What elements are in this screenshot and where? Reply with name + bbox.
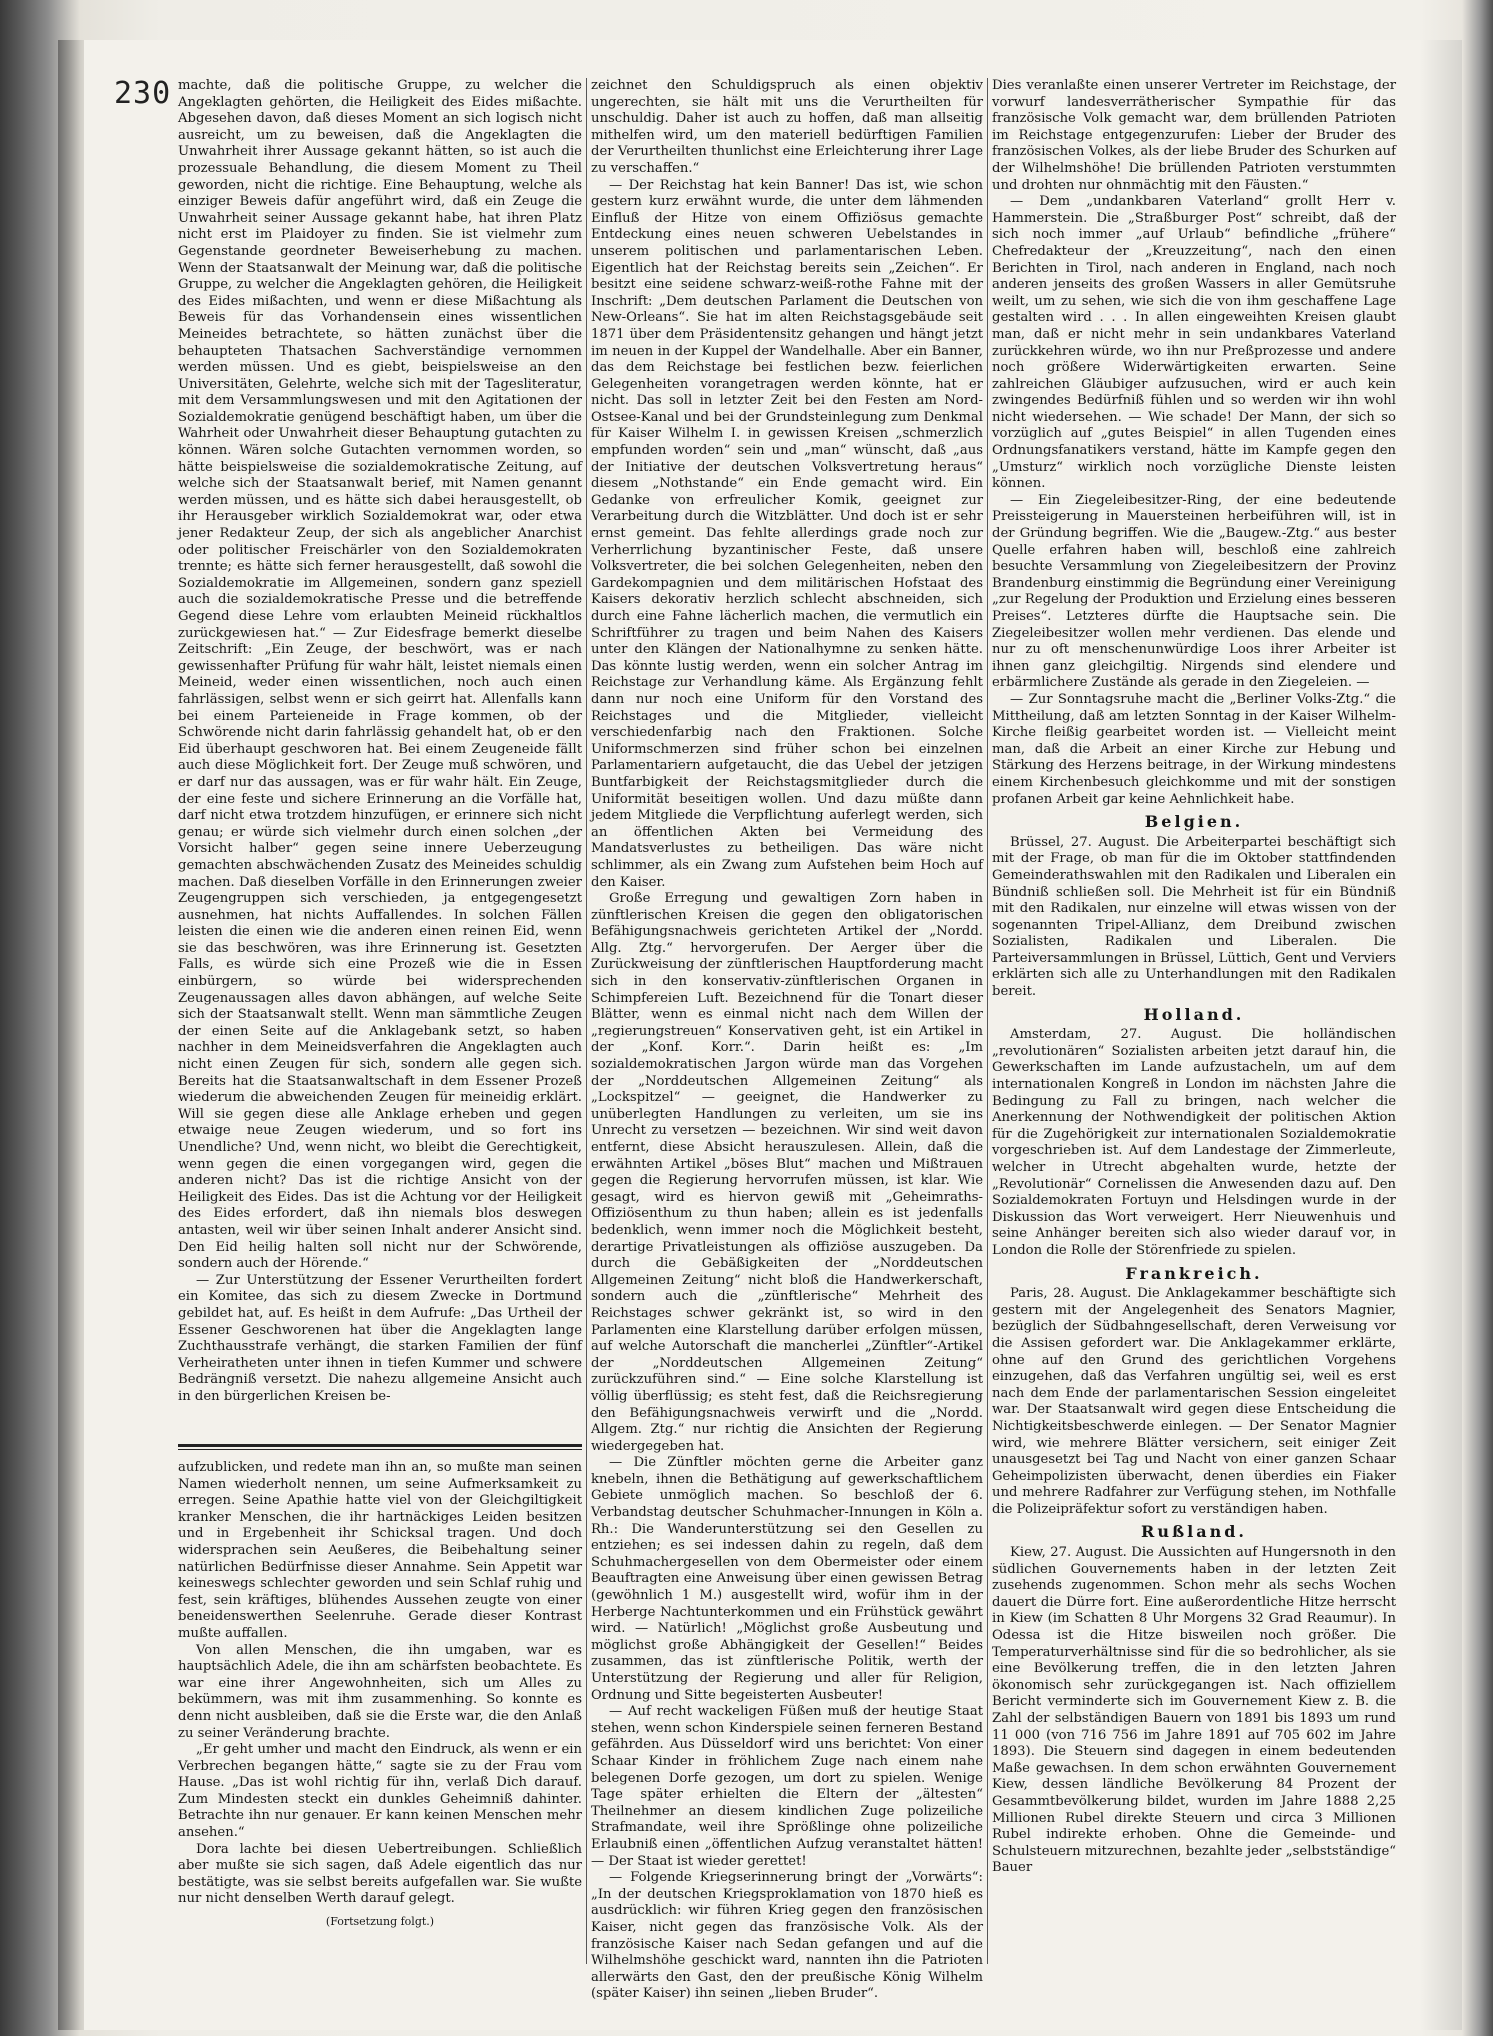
article-paragraph: Amsterdam, 27. August. Die holländischen „revolutionären“ Sozialisten arbeiten jetzt darauf hin, die Gewerkschaften im Lande aufzustacheln, um auf dem internationalen Kongreß in London im nächsten Jahre die Bedingung zu Fall zu bringen, nach welcher die Anerkennung der Nothwendigkeit der politischen Aktion für die Zugehörigkeit zur internationalen Sozialdemokratie vorgeschrieben ist. Auf dem Landestage der Zimmerleute, welcher in Utrecht abgehalten wurde, hetzte der „Revolutionär“ Cornelissen die Anwesenden dazu auf. Den Sozialdemokraten Fortuyn und Helsdingen wurde in der Diskussion das Wort verweigert. Herr Nieuwenhuis und seine Anhänger bereiten sich also wieder darauf vor, in London die Rolle der Störenfriede zu spielen.	[992, 1027, 1396, 1258]
section-heading-belgien: Belgien.	[1144, 812, 1244, 832]
column-3	[992, 78, 1396, 1970]
article-paragraph: — Zur Unterstützung der Essener Verurtheilten fordert ein Komitee, das sich zu diesem Zwecke in Dortmund gebildet hat, auf. Es heißt in dem Aufrufe: „Das Urtheil der Essener Geschworenen hat über die Angeklagten lange Zuchthausstrafe verhängt, die starken Familien der fünf Verheiratheten unter ihnen in tiefen Kummer und schwere Bedrängniß versetzt. Die nahezu allgemeine Ansicht auch in den bürgerlichen Kreisen be-	[178, 1272, 582, 1404]
article-paragraph: — Ein Ziegeleibesitzer-Ring, der eine bedeutende Preissteigerung in Mauersteinen herbeiführen will, ist in der Gründung begriffen. Wie die „Baugew.-Ztg.“ aus bester Quelle erfahren haben will, beschloß eine zahlreich besuchte Versammlung von Ziegeleibesitzern der Provinz Brandenburg einstimmig die Begründung einer Vereinigung „zur Regelung der Produktion und Erzielung eines besseren Preises“. Letzteres dürfte die Hauptsache sein. Die Ziegeleibesitzer wollen mehr verdienen. Das elende und nur zu oft menschenunwürdige Loos ihrer Arbeiter ist ihnen ganz gleichgiltig. Nirgends sind elendere und erbärmlichere Zustände als gerade in den Ziegeleien. —	[992, 492, 1396, 691]
section-heading-holland: Holland.	[1143, 1004, 1245, 1024]
novel-paragraph: Von allen Menschen, die ihn umgaben, war es hauptsächlich Adele, die ihn am schärfsten beobachtete. Es war eine ihrer Angewohnheiten, sich um Alles zu bekümmern, was mit ihm zusammenhing. So konnte es denn nicht ausbleiben, daß sie die Erste war, die den Anlaß zu seiner Veränderung brachte.	[178, 1642, 582, 1741]
book-binding	[58, 40, 84, 2030]
article-paragraph: Dies veranlaßte einen unserer Vertreter im Reichstage, der vorwurf landesverrätherischer Sympathie für das französische Volk gemacht war, dem brüllenden Patrioten im Reichstage entgegenzurufen: Lieber der Bruder des französischen Volkes, als der liebe Bruder des Schurken auf der Wilhelmshöhe! Die brüllenden Patrioten verstummten und drohten nur ohnmächtig mit den Fäusten.“	[992, 78, 1396, 193]
section-heading-frankreich: Frankreich.	[1125, 1263, 1263, 1283]
feuilleton-section	[178, 1460, 582, 1956]
news-section	[178, 78, 582, 1438]
continued-note: (Fortsetzung folgt.)	[325, 1915, 435, 1929]
column-1	[178, 78, 582, 1956]
article-paragraph: Kiew, 27. August. Die Aussichten auf Hungersnoth in den südlichen Gouvernements haben in der letzten Zeit zusehends zugenommen. Schon mehr als sechs Wochen dauert die Dürre fort. Eine außerordentliche Hitze herrscht in Kiew (im Schatten 8 Uhr Morgens 32 Grad Reaumur). In Odessa ist die Hitze bisweilen noch größer. Die Temperaturverhältnisse sind für die so bedrohlicher, als sie eine Bevölkerung treffen, die in den letzten Jahren ökonomisch sehr zurückgegangen ist. Nach offiziellem Bericht verminderte sich im Gouvernement Kiew z. B. die Zahl der selbständigen Bauern von 1891 bis 1893 um rund 11 000 (von 716 756 im Jahre 1891 auf 705 602 im Jahre 1893). Die Steuern sind dagegen in einem bedeutenden Maße gewachsen. In dem schon erwähnten Gouvernement Kiew, dessen ländliche Bevölkerung 84 Prozent der Gesammtbevölkerung bildet, wurden im Jahre 1888 2,25 Millionen Rubel direkte Steuern und circa 3 Millionen Rubel indirekte erhoben. Ohne die Gemeinde- und Schulsteuern mitzurechnen, bezahlte jeder „selbstständige“ Bauer	[992, 1545, 1396, 1876]
column-rule-left	[586, 78, 587, 1964]
article-paragraph: Brüssel, 27. August. Die Arbeiterpartei beschäftigt sich mit der Frage, ob man für die im Oktober stattfindenden Gemeinderathswahlen mit den Radikalen und Liberalen ein Bündniß schließen soll. Die Mehrheit ist für ein Bündniß mit den Radikalen, nur einzelne will etwas wissen von der sogenannten Tripel-Allianz, dem Dreibund zwischen Sozialisten, Radikalen und Liberalen. Die Parteiversammlungen in Brüssel, Lüttich, Gent und Verviers erklärten sich alle zu Unterhandlungen mit den Radikalen bereit.	[992, 834, 1396, 1000]
article-paragraph: — Der Reichstag hat kein Banner! Das ist, wie schon gestern kurz erwähnt wurde, die unter dem lähmenden Einfluß der Hitze von einem Offiziösus gemachte Entdeckung eines neuen schweren Uebelstandes in unserem politischen und parlamentarischen Leben. Eigentlich hat der Reichstag bereits sein „Zeichen“. Er besitzt eine seidene schwarz-weiß-rothe Fahne mit der Inschrift: „Dem deutschen Parlament die Deutschen von New-Orleans“. Sie hat im alten Reichstagsgebäude seit 1871 über dem Präsidentensitz gehangen und hängt jetzt im neuen in der Kuppel der Wandelhalle. Aber ein Banner, das dem Reichstage bei festlichen bezw. feierlichen Gelegenheiten vorangetragen werden könnte, hat er nicht. Das soll in letzter Zeit bei den Festen am Nord-Ostsee-Kanal und bei der Grundsteinlegung zum Denkmal für Kaiser Wilhelm I. in gewissen Kreisen „schmerzlich empfunden worden“ sein und „man“ wünscht, daß „aus der Initiative der deutschen Volksvertretung heraus“ diesem „Nothstande“ ein Ende gemacht wird. Ein Gedanke von erfreulicher Komik, geeignet zur Verarbeitung durch die Witzblätter. Und doch ist er sehr ernst gemeint. Das fehlte allerdings grade noch zur Verherrlichung byzantinischer Feste, daß unsere Volksvertreter, die bei solchen Gelegenheiten, neben den Gardekompagnien und dem militärischen Hofstaat des Kaisers dekorativ herzlich schlecht abschneiden, sich durch eine Fahne lächerlich machen, die vermutlich ein Schriftführer zu tragen und beim Nahen des Kaisers unter den Klängen der Nationalhymne zu senken hätte. Das könnte lustig werden, wenn ein solcher Antrag im Reichstage zur Verhandlung käme. Als Ergänzung fehlt dann nur noch eine Uniform für den Vorstand des Reichstages und die Mitglieder, vielleicht verschiedenfarbig nach den Fraktionen. Solche Uniformschmerzen sind früher schon bei einzelnen Parlamentariern aufgetaucht, die das Uebel der jetzigen Buntfarbigkeit der Reichstagsmitglieder durch die Uniformität beseitigen wollen. Und dazu müßte dann jedem Mitgliede die Verpflichtung auferlegt werden, sich an öffentlichen Akten bei Vermeidung des Mandatsverlustes zu betheiligen. Das wäre nicht schlimmer, als ein Zwang zum Aufstehen beim Hoch auf den Kaiser.	[591, 177, 983, 890]
article-paragraph: — Auf recht wackeligen Füßen muß der heutige Staat stehen, wenn schon Kinderspiele seinen ferneren Bestand gefährden. Aus Düsseldorf wird uns berichtet: Von einer Schaar Kinder in fröhlichem Zuge nach einem nahe belegenen Dorfe gezogen, um dort zu spielen. Wenige Tage später erhielten die Eltern der „ältesten“ Theilnehmer an diesem kindlichen Zuge polizeiliche Strafmandate, weil ihre Sprößlinge ohne polizeiliche Erlaubniß einen „öffentlichen Aufzug veranstaltet hätten! — Der Staat ist wieder gerettet!	[591, 1704, 983, 1869]
article-paragraph: — Zur Sonntagsruhe macht die „Berliner Volks-Ztg.“ die Mittheilung, daß am letzten Sonntag in der Kaiser Wilhelm-Kirche fleißig gearbeitet worden ist. — Vielleicht meint man, daß die Arbeit an einer Kirche zur Hebung und Stärkung des Herzens beitrage, in der Wirkung mindestens einem Kirchenbesuch gleichkomme und mit der sonstigen profanen Arbeit gar keine Aehnlichkeit habe.	[992, 691, 1396, 807]
article-paragraph: zeichnet den Schuldigspruch als einen objektiv ungerechten, sie hält mit uns die Verurtheilten für unschuldig. Daher ist auch zu hoffen, daß man allseitig mithelfen wird, um den materiell bedürftigen Familien der Verurtheilten thunlichst eine Erleichterung ihrer Lage zu verschaffen.“	[591, 78, 983, 176]
feuilleton-divider	[178, 1444, 582, 1450]
page-edge-shadow	[1420, 40, 1462, 2030]
article-paragraph: Große Erregung und gewaltigen Zorn haben in zünftlerischen Kreisen die gegen den obligatorischen Befähigungsnachweis gerichteten Artikel der „Nordd. Allg. Ztg.“ hervorgerufen. Der Aerger über die Zurückweisung der zünftlerischen Hauptforderung macht sich in den konservativ-zünftlerischen Organen in Schimpfereien Luft. Bezeichnend für die Tonart dieser Blätter, wenn es einmal nicht nach dem Willen der „regierungstreuen“ Konservativen geht, ist ein Artikel in der „Konf. Korr.“. Darin heißt es: „Im sozialdemokratischen Jargon würde man das Vorgehen der „Norddeutschen Allgemeinen Zeitung“ als „Lockspitzel“ — geeignet, die Handwerker zu unüberlegten Handlungen zu verleiten, um sie ins Unrecht zu versetzen — bezeichnen. Wir sind weit davon entfernt, diese Absicht herauszulesen. Allein, daß die erwähnten Artikel „böses Blut“ machen und Mißtrauen gegen die Regierung hervorrufen müssen, ist klar. Wie gesagt, wird es hiervon gewiß mit „Geheimraths-Offiziösenthum zu thun haben; allein es ist jedenfalls bedenklich, wenn immer noch die Möglichkeit besteht, derartige Privatleistungen als offiziöse auszugeben. Da durch die Gebäßigkeiten der „Norddeutschen Allgemeinen Zeitung“ nicht bloß die Handwerkerschaft, sondern auch die „zünftlerische“ Mehrheit des Reichstages schwer gekränkt ist, so wird in den Parlamenten eine Klarstellung darüber erfolgen müssen, auf welche Autorschaft die mancherlei „Zünftler“-Artikel der „Norddeutschen Allgemeinen Zeitung“ zurückzuführen sind.“ — Eine solche Klarstellung ist völlig überflüssig; es steht fest, daß die Reichsregierung den Befähigungsnachweis verwirft und die „Nordd. Allgem. Ztg.“ nur richtig die Ansichten der Regierung wiedergegeben hat.	[591, 891, 983, 1454]
article-paragraph: — Die Zünftler möchten gerne die Arbeiter ganz knebeln, ihnen die Bethätigung auf gewerkschaftlichem Gebiete unmöglich machen. So beschloß der 6. Verbandstag deutscher Schuhmacher-Innungen in Köln a. Rh.: Die Wanderunterstützung sei den Gesellen zu entziehen; es sei indessen dahin zu regeln, daß dem Schuhmachergesellen von dem Obermeister oder einem Beauftragten eine Anweisung über einen gewissen Betrag (gewöhnlich 1 M.) ausgestellt wird, wofür ihm in der Herberge Nachtunterkommen und ein Frühstück gewährt wird. — Natürlich! „Möglichst große Ausbeutung und möglichst große Abhängigkeit der Gesellen!“ Beides zusammen, das ist zünftlerische Politik, werth der Unterstützung der Regierung und aller für Religion, Ordnung und Sitte begeisterten Ausbeuter!	[591, 1455, 983, 1703]
novel-paragraph: Dora lachte bei diesen Uebertreibungen. Schließlich aber mußte sie sich sagen, daß Adele eigentlich das nur bestätigte, was sie selbst bereits aufgefallen war. Sie wußte nur nicht denselben Werth darauf gelegt.	[178, 1841, 582, 1907]
novel-paragraph: „Er geht umher und macht den Eindruck, als wenn er ein Verbrechen begangen hätte,“ sagte sie zu der Frau vom Hause. „Das ist wohl richtig für ihn, verlaß Dich darauf. Zum Mindesten steckt ein dunkles Geheimniß dahinter. Betrachte ihn nur genauer. Er kann keinen Menschen mehr ansehen.“	[178, 1742, 582, 1841]
novel-paragraph: aufzublicken, und redete man ihn an, so mußte man seinen Namen wiederholt nennen, um seine Aufmerksamkeit zu erregen. Seine Apathie hatte viel von der Gleichgiltigkeit kranker Menschen, die ihr hartnäckiges Leiden besitzen und in Ergebenheit ihr Schicksal tragen. Und doch widersprachen sein Aeußeres, die Beibehaltung seiner natürlichen Bedürfnisse dieser Annahme. Sein Appetit war keineswegs schlechter geworden und sein Schlaf ruhig und fest, sein kräftiges, blühendes Aussehen zeugte von einer beneidenswerthen Seelenruhe. Gerade dieser Kontrast mußte auffallen.	[178, 1460, 582, 1641]
article-paragraph: — Dem „undankbaren Vaterland“ grollt Herr v. Hammerstein. Die „Straßburger Post“ schreibt, daß der sich noch immer „auf Urlaub“ befindliche „frühere“ Chefredakteur der „Kreuzzeitung“, nach den einen Berichten in Tirol, nach anderen in England, nach noch anderen jenseits des großen Wassers in aller Gemütsruhe weilt, um zu sehen, wie sich die von ihm geschaffene Lage gestalten wird . . . In allen eingeweihten Kreisen glaubt man, daß er nicht mehr in sein undankbares Vaterland zurückkehren würde, wo ihn nur Preßprozesse und andere noch größere Widerwärtigkeiten erwarten. Seine zahlreichen Gläubiger aufzusuchen, wird er auch kein zwingendes Bedürfniß fühlen und so werden wir ihn wohl nicht wiedersehen. — Wie schade! Der Mann, der sich so vorzüglich auf „gutes Beispiel“ in allen Tugenden eines Ordnungsfanatikers verstand, hätte im Kampfe gegen den „Umsturz“ wirklich noch vorzügliche Dienste leisten können.	[992, 194, 1396, 492]
article-paragraph: Paris, 28. August. Die Anklagekammer beschäftigte sich gestern mit der Angelegenheit des Senators Magnier, bezüglich der Südbahngesellschaft, deren Verweisung vor die Assisen gefordert war. Die Anklagekammer erklärte, ohne auf den Grund des gerichtlichen Vorgehens einzugehen, daß das Verfahren ungültig sei, weil es erst nach dem Ende der parlamentarischen Session eingeleitet war. Der Staatsanwalt wird gegen diese Entscheidung die Nichtigkeitsbeschwerde einlegen. — Der Senator Magnier wird, wie mehrere Blätter versichern, seit einiger Zeit unausgesetzt bei Tag und Nacht von einer ganzen Schaar Geheimpolizisten überwacht, denen überdies ein Fiaker und mehrere Radfahrer zur Verfügung stehen, im Nothfalle die Polizeipräfektur sofort zu verständigen haben.	[992, 1286, 1396, 1517]
column-rule-right	[987, 78, 988, 1964]
page-number: 230	[114, 76, 172, 111]
article-paragraph: — Folgende Kriegserinnerung bringt der „Vorwärts“: „In der deutschen Kriegsproklamation von 1870 hieß es ausdrücklich: wir führen Krieg gegen den französischen Kaiser, nicht gegen das französische Volk. Als der französische Kaiser nach Sedan gefangen und auf die Wilhelmshöhe geschickt ward, nannten ihn die Patrioten allerwärts den Gast, den der preußische König Wilhelm (später Kaiser) ihn seinen „lieben Bruder“.	[591, 1870, 983, 2002]
section-heading-russland: Rußland.	[1141, 1522, 1247, 1542]
column-2	[591, 78, 983, 2002]
article-paragraph: machte, daß die politische Gruppe, zu welcher die Angeklagten gehörten, die Heiligkeit des Eides mißachte. Abgesehen davon, daß dieses Moment an sich logisch nicht ausreicht, um zu beweisen, daß die Angeklagten die Unwahrheit ihrer Aussage gekannt hätten, so ist auch die prozessuale Behandlung, die diesem Moment zu Theil geworden, nicht die richtige. Eine Behauptung, welche als einziger Beweis dafür angeführt wird, daß ein Zeuge die Unwahrheit seiner Aussage gekannt habe, hat ihren Platz nicht erst im Plaidoyer zu finden. Sie ist vielmehr zum Gegenstande geordneter Beweiserhebung zu machen. Wenn der Staatsanwalt der Meinung war, daß die politische Gruppe, zu welcher die Angeklagten gehören, die Heiligkeit des Eides mißachten, und wenn er diese Mißachtung als Beweis für das Vorhandensein eines wissentlichen Meineides betrachtete, so hätten zunächst über die behaupteten Thatsachen Sachverständige vernommen werden müssen. Und es giebt, beispielsweise an den Universitäten, Gelehrte, welche sich mit der Tagesliteratur, mit dem Versammlungswesen und mit den Agitationen der Sozialdemokratie genügend beschäftigt haben, um über die Wahrheit oder Unwahrheit dieser Behauptung gutachten zu können. Wären solche Gutachten vernommen worden, so hätte beispielsweise die sozialdemokratische Zeitung, auf welche sich der Staatsanwalt berief, mit Namen genannt werden müssen, und es hätte sich dabei herausgestellt, ob ihr Herausgeber wirklich Sozialdemokrat war, oder etwa jener Redakteur Zeup, der sich als angeblicher Anarchist oder politischer Freischärler von den Sozialdemokraten trennte; es hätte sich ferner herausgestellt, daß sowohl die Sozialdemokratie im Allgemeinen, sondern ganz speziell auch die sozialdemokratische Presse und die betreffende Gegend diese Lehre vom erlaubten Meineid rückhaltlos zurückgewiesen hat.“ — Zur Eidesfrage bemerkt dieselbe Zeitschrift: „Ein Zeuge, der beschwört, was er nach gewissenhafter Prüfung für wahr hält, leistet niemals einen Meineid, weder einen wissentlichen, noch auch einen fahrlässigen, selbst wenn er sich geirrt hat. Allenfalls kann bei einem Parteieneide in Frage kommen, ob der Schwörende nicht darin fahrlässig gehandelt hat, ob er den Eid überhaupt geschworen hat. Bei einem Zeugeneide fällt auch diese Möglichkeit fort. Der Zeuge muß schwören, und er darf nur das aussagen, was er für wahr hält. Ein Zeuge, der eine feste und sichere Erinnerung an die Vorfälle hat, darf nicht etwa trotzdem hinzufügen, er erinnere sich nicht genau; er würde sich vielmehr durch einen solchen „der Vorsicht halber“ gegen seine innere Ueberzeugung gemachten abschwächenden Zusatz des Meineides schuldig machen. Daß dieselben Vorfälle in den Erinnerungen zweier Zeugengruppen sich verschieden, ja entgegengesetzt ausnehmen, hat nichts Auffallendes. In solchen Fällen leisten die einen wie die anderen einen reinen Eid, wenn sie das beschwören, was ihre Erinnerung ist. Gesetzten Falls, es würde sich eine Prozeß wie die in Essen einbürgern, so würde bei widersprechenden Zeugenaussagen alles davon abhängen, auf welche Seite sich der Staatsanwalt stellt. Wenn man sämmtliche Zeugen der einen Seite auf die Anklagebank setzt, so haben nachher in dem Meineidsverfahren die Angeklagten auch nicht einen Zeugen für sich, sondern alle gegen sich. Bereits hat die Staatsanwaltschaft in dem Essener Prozeß wiederum die abweichenden Zeugen für meineidig erklärt. Will sie gegen diese alle Anklage erheben und gegen etwaige neue Zeugen wiederum, und so fort ins Unendliche? Und, wenn nicht, wo bleibt die Gerechtigkeit, wenn gegen die einen vorgegangen wird, gegen die anderen nicht? Das ist die richtige Ansicht von der Heiligkeit des Eides. Das ist die Achtung vor der Heiligkeit des Eides erfordert, daß ihn niemals blos deswegen antasten, weil wir über seinen Inhalt anderer Ansicht sind. Den Eid heilig halten soll nicht nur der Schwörende, sondern auch der Hörende.“	[178, 78, 582, 1272]
